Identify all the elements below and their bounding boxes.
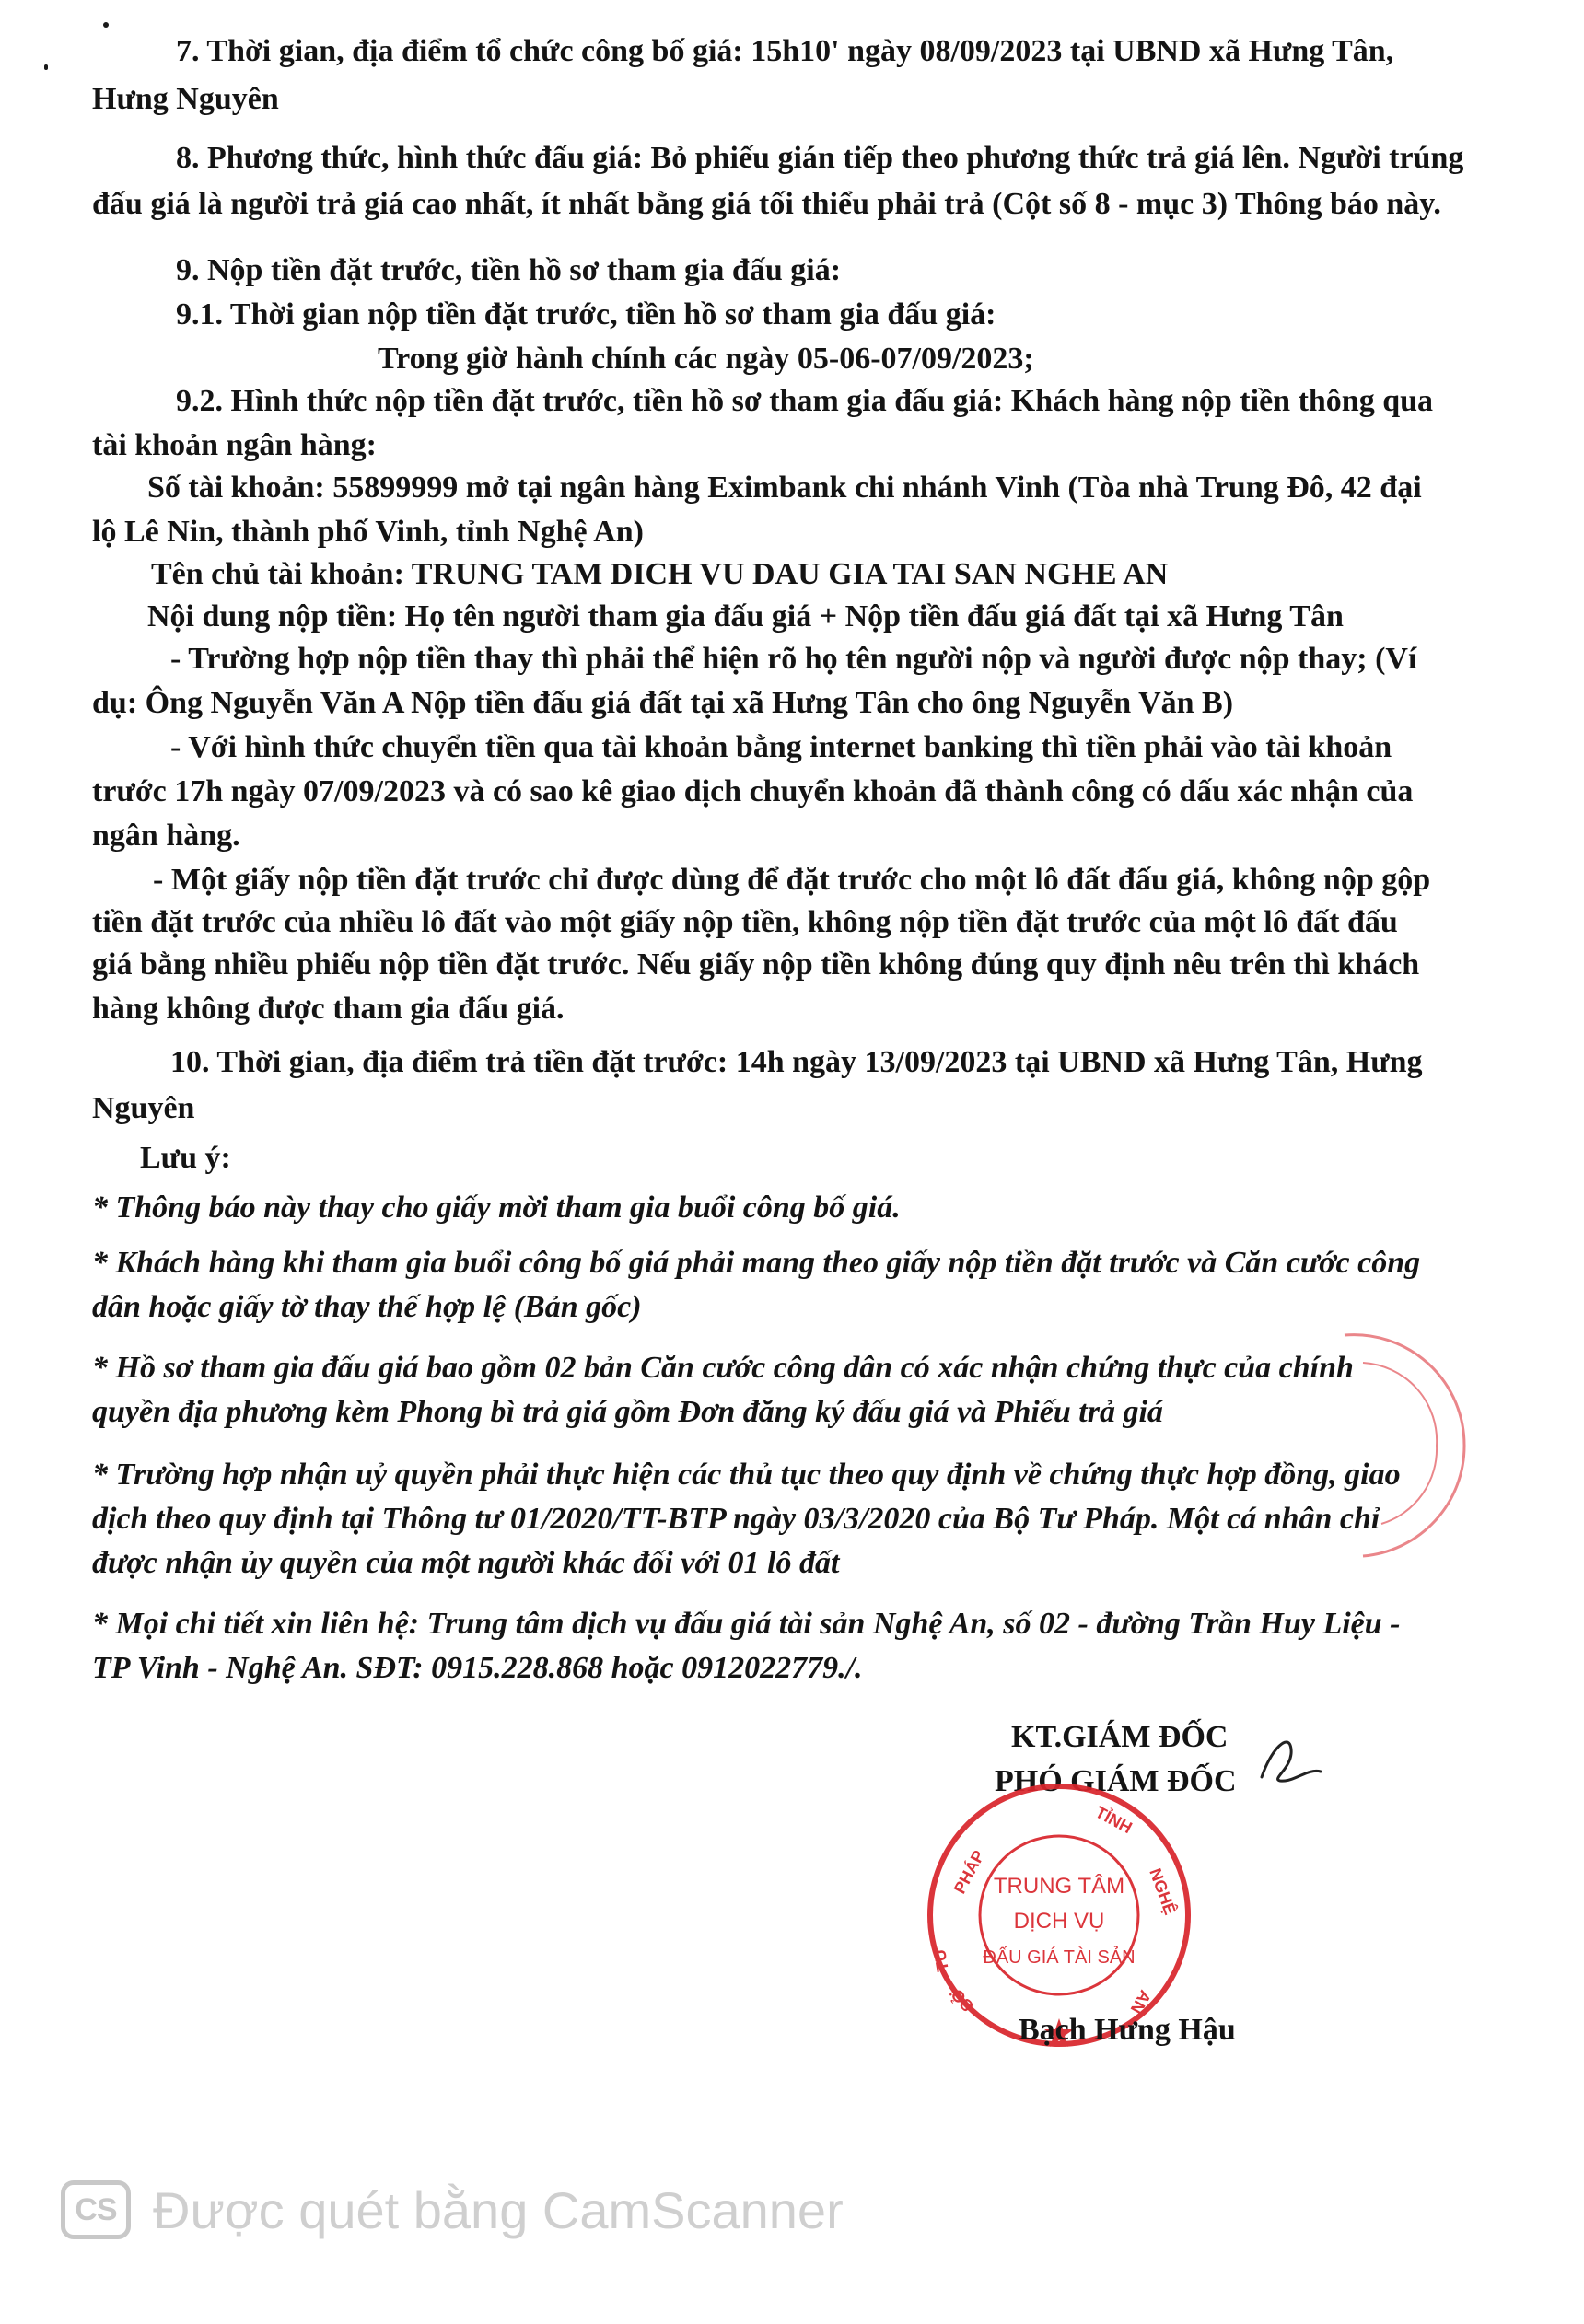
note-2-line-1: * Khách hàng khi tham gia buổi công bố giá phải mang theo giấy nộp tiền đặt trước và Căn cước công <box>92 1246 1421 1280</box>
note-4-line-1: * Trường hợp nhận uỷ quyền phải thực hiện các thủ tục theo quy định về chứng thực hợp đồng, giao <box>92 1458 1401 1492</box>
internet-banking-line-2: trước 17h ngày 07/09/2023 và có sao kê giao dịch chuyển khoản đã thành công có dấu xác nhận của <box>92 774 1414 808</box>
section-7-line-2: Hưng Nguyên <box>92 82 279 116</box>
section-9-1-heading: 9.1. Thời gian nộp tiền đặt trước, tiền hồ sơ tham gia đấu giá: <box>176 297 996 331</box>
section-9-1-detail: Trong giờ hành chính các ngày 05-06-07/09/2023; <box>378 342 1034 376</box>
note-4-line-2: dịch theo quy định tại Thông tư 01/2020/TT-BTP ngày 03/3/2020 của Bộ Tư Pháp. Một cá nhân chỉ <box>92 1502 1380 1536</box>
camscanner-text: Được quét bằng CamScanner <box>153 2180 844 2239</box>
section-8-line-2: đấu giá là người trả giá cao nhất, ít nhất bằng giá tối thiểu phải trả (Cột số 8 - mục 3) Thông báo này. <box>92 187 1441 221</box>
section-9-2-line-1: 9.2. Hình thức nộp tiền đặt trước, tiền hồ sơ tham gia đấu giá: Khách hàng nộp tiền thông qua <box>176 384 1434 418</box>
internet-banking-line-1: - Với hình thức chuyển tiền qua tài khoản bằng internet banking thì tiền phải vào tài khoản <box>170 730 1392 764</box>
signature-title-1: KT.GIÁM ĐỐC <box>1011 1720 1229 1754</box>
signer-name: Bạch Hưng Hậu <box>1019 2013 1236 2047</box>
svg-text:SỞ: SỞ <box>946 1983 977 2016</box>
svg-text:PHÁP: PHÁP <box>949 1847 989 1897</box>
note-3-line-2: quyền địa phương kèm Phong bì trả giá gồm Đơn đăng ký đấu giá và Phiếu trả giá <box>92 1395 1163 1429</box>
camscanner-watermark <box>61 2173 844 2247</box>
svg-text:TƯ: TƯ <box>929 1946 952 1973</box>
section-10-line-1: 10. Thời gian, địa điểm trả tiền đặt trước: 14h ngày 13/09/2023 tại UBND xã Hưng Tân, Hưng <box>170 1045 1423 1079</box>
section-9-2-line-2: tài khoản ngân hàng: <box>92 428 377 462</box>
signature-title-2: PHÓ GIÁM ĐỐC <box>995 1764 1237 1798</box>
section-9-heading: 9. Nộp tiền đặt trước, tiền hồ sơ tham gia đấu giá: <box>176 253 842 287</box>
scan-speck <box>103 22 109 28</box>
note-3-line-1: * Hồ sơ tham gia đấu giá bao gồm 02 bản Căn cước công dân có xác nhận chứng thực của chính <box>92 1351 1354 1385</box>
internet-banking-line-3: ngân hàng. <box>92 819 240 853</box>
note-4-line-3: được nhận ủy quyền của một người khác đối với 01 lô đất <box>92 1546 840 1580</box>
deposit-rule-line-3: giá bằng nhiều phiếu nộp tiền đặt trước. Nếu giấy nộp tiền không đúng quy định nêu trên thì khách <box>92 947 1420 982</box>
section-8-line-1: 8. Phương thức, hình thức đấu giá: Bỏ phiếu gián tiếp theo phương thức trả giá lên. Người trúng <box>176 141 1464 175</box>
seal-line-2: DỊCH VỤ <box>1013 1909 1105 1934</box>
seal-line-3: ĐẤU GIÁ TÀI SẢN <box>983 1947 1136 1968</box>
svg-text:NGHỆ: NGHỆ <box>1146 1865 1180 1918</box>
camscanner-logo-icon: CS <box>61 2180 131 2239</box>
svg-text:AN: AN <box>1126 1987 1155 2017</box>
deposit-rule-line-4: hàng không được tham gia đấu giá. <box>92 992 565 1026</box>
handwritten-flourish <box>1252 1731 1326 1786</box>
section-10-line-2: Nguyên <box>92 1091 195 1125</box>
account-holder: Tên chủ tài khoản: TRUNG TAM DICH VU DAU GIA TAI SAN NGHE AN <box>151 557 1169 591</box>
scan-speck <box>44 64 48 70</box>
note-2-line-2: dân hoặc giấy tờ thay thế hợp lệ (Bản gốc) <box>92 1290 642 1324</box>
notes-heading: Lưu ý: <box>140 1141 231 1175</box>
section-7-line-1: 7. Thời gian, địa điểm tổ chức công bố giá: 15h10' ngày 08/09/2023 tại UBND xã Hưng Tân, <box>176 34 1394 68</box>
payment-content: Nội dung nộp tiền: Họ tên người tham gia đấu giá + Nộp tiền đấu giá đất tại xã Hưng Tân <box>147 599 1344 633</box>
proxy-payment-line-1: - Trường hợp nộp tiền thay thì phải thể hiện rõ họ tên người nộp và người được nộp thay; (Ví <box>170 642 1417 676</box>
svg-text:TỈNH: TỈNH <box>1092 1802 1136 1838</box>
note-1: * Thông báo này thay cho giấy mời tham gia buổi công bố giá. <box>92 1191 901 1225</box>
note-5-line-1: * Mọi chi tiết xin liên hệ: Trung tâm dịch vụ đấu giá tài sản Nghệ An, số 02 - đường Trần Huy Liệu - <box>92 1607 1401 1641</box>
deposit-rule-line-1: - Một giấy nộp tiền đặt trước chỉ được dùng để đặt trước cho một lô đất đấu giá, không nộp gộp <box>153 863 1431 897</box>
partial-stamp-right <box>1326 1326 1483 1565</box>
note-5-line-2: TP Vinh - Nghệ An. SĐT: 0915.228.868 hoặc 0912022779./. <box>92 1651 863 1685</box>
deposit-rule-line-2: tiền đặt trước của nhiều lô đất vào một giấy nộp tiền, không nộp tiền đặt trước của một lô đất đấu <box>92 905 1398 939</box>
official-seal <box>921 1777 1197 2053</box>
proxy-payment-line-2: dụ: Ông Nguyễn Văn A Nộp tiền đấu giá đất tại xã Hưng Tân cho ông Nguyễn Văn B) <box>92 686 1234 720</box>
account-number-line-2: lộ Lê Nin, thành phố Vinh, tỉnh Nghệ An) <box>92 515 644 549</box>
account-number-line-1: Số tài khoản: 55899999 mở tại ngân hàng Eximbank chi nhánh Vinh (Tòa nhà Trung Đô, 42 đại <box>147 471 1422 505</box>
seal-line-1: TRUNG TÂM <box>993 1874 1125 1899</box>
